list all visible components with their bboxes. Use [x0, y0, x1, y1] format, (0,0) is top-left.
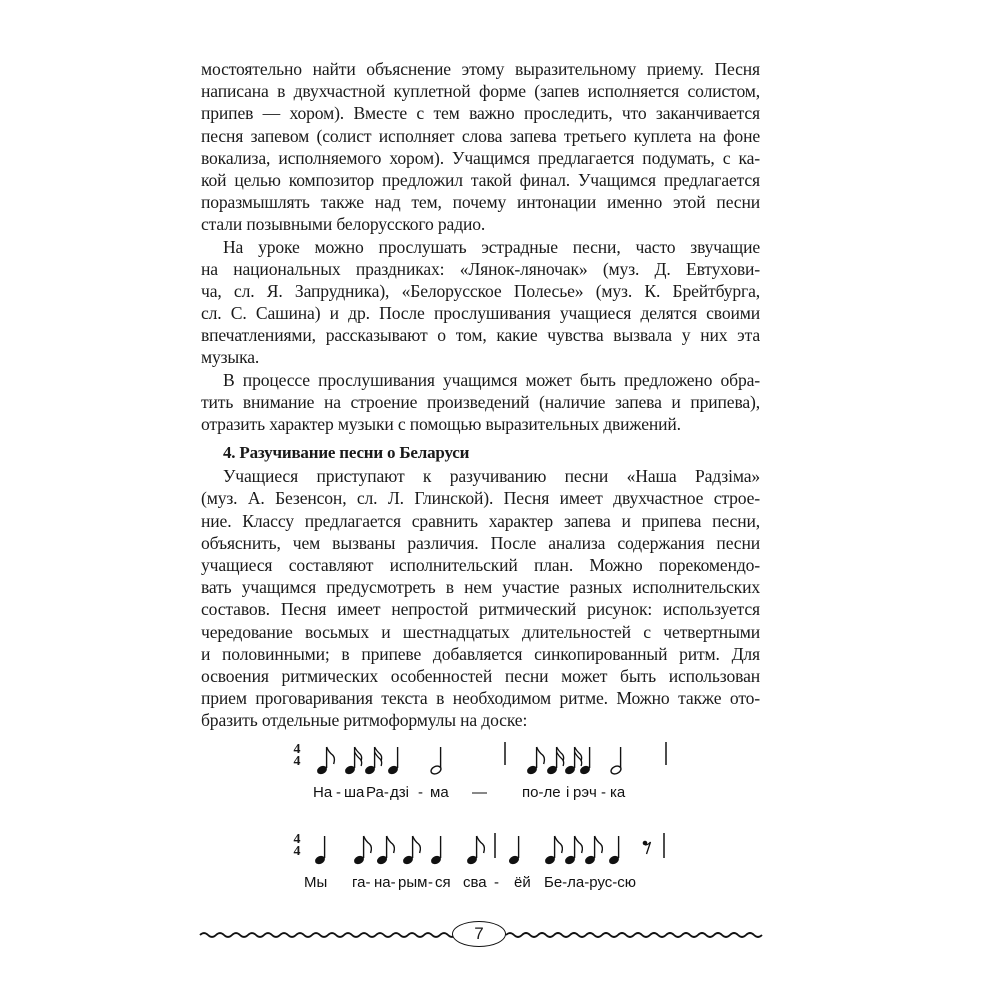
- text-line: На уроке можно прослушать эстрадные песни, часто звучащие: [223, 236, 760, 257]
- time-signature: 4 4: [293, 742, 301, 769]
- rhythm-row-1: [316, 742, 666, 776]
- lyric-syllable: Бе-ла-рус-сю: [544, 874, 637, 891]
- text-line: объяснить, чем вызваны различия. После анализа содержания песни: [201, 532, 760, 553]
- paragraph-2: [201, 236, 760, 369]
- lyric-syllable: —: [472, 784, 487, 801]
- lyric-syllable: по-ле: [522, 784, 561, 801]
- quarter-note-icon: [579, 747, 592, 776]
- half-note-icon: [610, 747, 622, 775]
- text-line: мостоятельно найти объяснение этому выразительному приему. Песня: [201, 59, 760, 79]
- eighth-note-icon: [564, 836, 583, 866]
- text-line: (муз. А. Безенсон, сл. Л. Глинской). Песня имеет двухчастное строе-: [201, 488, 760, 509]
- lyric-syllable: -: [418, 784, 423, 801]
- lyric-syllable: рэч: [573, 784, 597, 801]
- text-line: учащиеся составляют исполнительский план. Можно порекомендо-: [201, 554, 760, 575]
- paragraph-4: [201, 465, 760, 731]
- lyric-syllable: -: [336, 784, 341, 801]
- lyric-syllable: сва: [463, 874, 487, 891]
- quarter-note-icon: [430, 836, 443, 866]
- lyric-syllable: ша: [344, 784, 365, 801]
- text-line: музыка.: [201, 347, 260, 368]
- text-line: кой целью композитор предложил такой финал. Учащимся предлагается: [201, 169, 760, 190]
- lyric-syllable: і: [566, 784, 570, 801]
- section-heading: 4. Разучивание песни о Беларуси: [223, 443, 470, 463]
- paragraph-1: [201, 58, 760, 236]
- text-line: освоения ритмических особенностей песни может быть использован: [201, 665, 760, 686]
- sixteenth-note-icon: [546, 747, 564, 776]
- text-line: ние. Классу предлагается сравнить характер запева и припева песни,: [201, 510, 760, 531]
- eighth-note-icon: [316, 747, 335, 776]
- text-line: отразить характер музыки с помощью выразительных движений.: [201, 414, 681, 434]
- text-line: на национальных праздниках: «Лянок-ляночак» (муз. Д. Евтухови-: [201, 258, 760, 279]
- lyric-syllable: ся: [435, 874, 451, 891]
- lyric-syllable: на-: [374, 874, 396, 891]
- lyric-syllable: На: [313, 784, 333, 801]
- lyric-syllable: ка: [610, 784, 626, 801]
- eighth-rest-icon: [643, 841, 651, 854]
- text-line: сл. С. Сашина) и др. После прослушивания учащиеся делятся своими: [201, 303, 760, 324]
- quarter-note-icon: [387, 747, 400, 776]
- text-line: составов. Песня имеет непростой ритмический рисунок: используется: [201, 599, 760, 620]
- eighth-note-icon: [376, 836, 395, 866]
- lyric-syllable: ма: [430, 784, 449, 801]
- text-line: и половинными; в припеве добавляется синкопированный ритм. Для: [201, 643, 760, 664]
- lyric-syllable: дзі: [390, 784, 409, 801]
- text-line: Учащиеся приступают к разучиванию песни «Наша Радзіма»: [223, 466, 760, 487]
- lyric-syllable: ёй: [514, 874, 531, 891]
- text-line: ча, сл. Я. Запрудника), «Белорусское Полесье» (муз. К. Брейтбурга,: [201, 280, 760, 301]
- text-line: чередование восьмых и шестнадцатых длительностей с четвертными: [201, 621, 760, 642]
- text-line: В процессе прослушивания учащимся может быть предложено обра-: [223, 369, 760, 390]
- paragraph-3: [201, 369, 760, 436]
- text-line: прием проговаривания текста в необходимом ритме. Можно также ото-: [201, 688, 760, 709]
- text-line: тить внимание на строение произведений (наличие запева и припева),: [201, 391, 760, 412]
- eighth-note-icon: [353, 836, 372, 866]
- text-line: впечатлениями, рассказывают о том, какие чувства вызвала у них эта: [201, 325, 760, 346]
- text-line: стали позывными белорусского радио.: [201, 214, 486, 235]
- lyric-syllable: Мы: [304, 874, 328, 891]
- eighth-note-icon: [526, 747, 545, 776]
- lyric-syllable: -: [428, 874, 433, 891]
- half-note-icon: [430, 747, 442, 775]
- quarter-note-icon: [608, 836, 621, 866]
- eighth-note-icon: [544, 836, 563, 866]
- sixteenth-note-icon: [564, 747, 582, 776]
- eighth-note-icon: [584, 836, 603, 866]
- text-line: песня запевом (солист исполняет слова запева третьего куплета на фоне: [201, 125, 760, 146]
- page-number: 7: [452, 921, 506, 947]
- text-line: написана в двухчастной куплетной форме (запев исполняется солистом,: [201, 81, 760, 102]
- quarter-note-icon: [314, 836, 327, 866]
- text-line: поразмышлять также над тем, почему интонации именно этой песни: [201, 192, 760, 213]
- quarter-note-icon: [508, 836, 521, 866]
- lyric-syllable: рым: [398, 874, 428, 891]
- time-signature: 4 4: [293, 832, 301, 859]
- sixteenth-note-icon: [344, 747, 362, 776]
- lyric-syllable: -: [601, 784, 606, 801]
- eighth-note-icon: [402, 836, 421, 866]
- text-line: вать учащимся предусмотреть в нем участие разных исполнительских: [201, 577, 760, 598]
- sixteenth-note-icon: [364, 747, 382, 776]
- text-line: припев — хором). Вместе с тем важно проследить, что заканчивается: [201, 103, 760, 124]
- rhythm-row-2: [314, 833, 664, 866]
- page-text-body: [201, 58, 760, 731]
- text-line: вокализа, исполняемого хором). Учащимся предлагается подумать, с ка-: [201, 147, 760, 168]
- lyric-syllable: Ра-: [366, 784, 389, 801]
- lyric-syllable: -: [494, 874, 499, 891]
- lyric-syllable: га-: [352, 874, 371, 891]
- text-line: бразить отдельные ритмоформулы на доске:: [201, 710, 528, 731]
- eighth-note-icon: [466, 836, 485, 866]
